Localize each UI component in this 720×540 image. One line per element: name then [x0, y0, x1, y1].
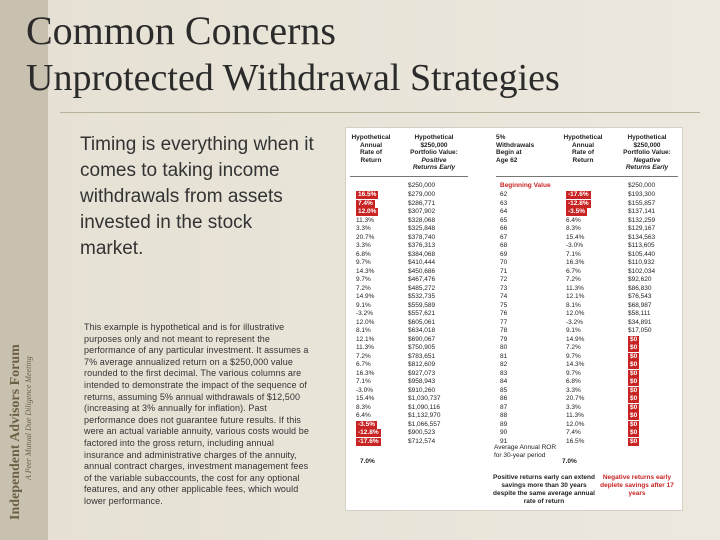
header-line: Rate of	[571, 149, 595, 156]
table-row	[346, 378, 682, 386]
cell-age: 73	[500, 284, 508, 292]
cell-return-negative: 7.2%	[566, 344, 581, 351]
cell-portfolio-negative: $0	[630, 386, 638, 394]
cell-portfolio-positive: $376,313	[408, 242, 436, 249]
cell-portfolio-negative: $0	[630, 378, 638, 385]
cell-portfolio-negative: $110,932	[628, 259, 655, 266]
cell-age: 90	[500, 429, 508, 436]
cell-portfolio-positive: $450,686	[408, 267, 436, 275]
cell-return-negative: -3.2%	[566, 318, 583, 326]
cell-age: 76	[500, 310, 508, 317]
header-line: Returns Early	[625, 164, 669, 171]
cell-return-negative: 12.0%	[566, 310, 585, 317]
cell-return-negative: 9.1%	[566, 327, 581, 334]
cell-return-positive: 14.9%	[356, 293, 375, 300]
cell-portfolio-positive: $783,651	[408, 352, 436, 360]
cell-portfolio-positive: $712,574	[408, 437, 436, 445]
cell-return-positive: 9.1%	[356, 301, 371, 309]
cell-portfolio-positive: $910,260	[408, 386, 436, 394]
cell-age: 86	[500, 395, 508, 402]
cell-portfolio-negative: $68,987	[628, 301, 652, 309]
header-rule-right	[496, 176, 678, 177]
cell-return-negative: 3.3%	[566, 403, 581, 411]
cell-age: 68	[500, 242, 508, 249]
cell-age: 89	[500, 420, 508, 428]
cell-return-positive: 16.5%	[358, 191, 377, 198]
cell-portfolio-negative: $132,259	[628, 216, 656, 224]
cell-return-positive: 3.3%	[356, 242, 371, 249]
cell-return-negative: 11.3%	[566, 412, 584, 419]
note-positive: Positive returns early can extend savings more than 30 years despite the same average annual rate of return	[493, 474, 595, 505]
cell-age: 65	[500, 216, 508, 224]
cell-age: 62	[500, 191, 508, 198]
cell-age: 63	[500, 199, 508, 207]
table-row	[346, 336, 682, 344]
cell-portfolio-positive: $384,068	[408, 250, 436, 258]
cell-portfolio-negative: $0	[630, 403, 638, 411]
sidebar-brand	[8, 344, 33, 520]
cell-return-positive: 6.7%	[356, 361, 371, 368]
cell-portfolio-positive: $1,030,737	[408, 395, 441, 402]
table-row	[346, 421, 682, 429]
table-row	[346, 268, 682, 276]
cell-portfolio-positive: $328,068	[408, 216, 436, 224]
cell-portfolio-negative: $102,034	[628, 267, 656, 275]
cell-portfolio-negative: $0	[630, 369, 638, 377]
cell-return-positive: 7.2%	[356, 284, 371, 292]
cell-age: 78	[500, 327, 508, 334]
table-row	[346, 259, 682, 267]
cell-return-negative: -3.5%	[568, 208, 585, 215]
cell-portfolio-negative: $86,830	[628, 284, 652, 292]
header-line: Withdrawals	[496, 141, 535, 149]
cell-age: 67	[500, 233, 508, 241]
cell-return-negative: 8.1%	[566, 301, 581, 309]
header-line: Portfolio Value:	[410, 149, 458, 156]
table-row	[346, 191, 682, 199]
table-row	[346, 293, 682, 301]
cell-portfolio-positive: $750,905	[408, 344, 436, 351]
cell-portfolio-positive: $559,589	[408, 301, 436, 309]
cell-age: 81	[500, 352, 508, 360]
average-row	[346, 458, 682, 466]
cell-return-negative: -3.0%	[566, 242, 583, 249]
begin-value-positive: $250,000	[408, 182, 436, 189]
header-line: Return	[360, 156, 382, 164]
cell-portfolio-positive: $485,272	[408, 284, 436, 292]
disclaimer-text: This example is hypothetical and is for illustrative purposes only and not meant to represent the performance of any particular investment. It assumes a 7% average annualized return on a $250,000 value rounded to the first decimal. The various columns are intended to demonstrate the impact of the sequence of returns, assuming 5% annual withdrawals of $12,500 (increasing at 3% annually for inflation). Past performance does not guarantee future results. If this were an actual variable annuity, various costs would be factored into the gross return, including annual insurance and administrative charges of the annuity, annual contract charges, investment management fees of the variable subaccounts, the cost for any optional features, and any other applicable fees, which would lower performance.	[84, 322, 309, 506]
cell-return-negative: 20.7%	[566, 395, 585, 402]
cell-return-positive: 16.3%	[356, 369, 375, 377]
cell-return-positive: 9.7%	[356, 259, 371, 266]
cell-return-positive: 12.1%	[356, 335, 375, 343]
cell-portfolio-negative: $0	[630, 344, 638, 351]
cell-return-negative: 14.3%	[566, 361, 585, 368]
table-row	[346, 310, 682, 318]
cell-return-positive: 12.0%	[356, 318, 375, 326]
header-line: Rate of	[359, 149, 383, 156]
table-row	[346, 200, 682, 208]
header-line: Annual	[359, 141, 383, 149]
table-row	[346, 344, 682, 352]
header-line: Hypothetical	[563, 134, 603, 141]
cell-portfolio-negative: $193,300	[628, 191, 656, 198]
cell-return-positive: 12.0%	[358, 208, 377, 215]
cell-portfolio-positive: $1,132,970	[408, 412, 441, 419]
cell-return-negative: 7.4%	[566, 429, 581, 436]
cell-age: 77	[500, 318, 508, 326]
cell-portfolio-positive: $279,000	[408, 191, 436, 198]
cell-return-negative: 12.0%	[566, 420, 585, 428]
cell-age: 72	[500, 276, 508, 283]
cell-return-negative: 14.9%	[566, 335, 585, 343]
header-return-negative	[558, 134, 608, 164]
cell-portfolio-positive: $532,735	[408, 293, 436, 300]
cell-return-negative: 12.1%	[566, 293, 585, 300]
header-line: Return	[572, 156, 594, 164]
table-row	[346, 395, 682, 403]
cell-portfolio-positive: $378,740	[408, 233, 436, 241]
cell-age: 84	[500, 378, 508, 385]
header-line: Positive	[421, 156, 447, 164]
cell-age: 64	[500, 208, 508, 215]
title-line-1: Common Concerns	[26, 8, 336, 53]
cell-portfolio-positive: $690,067	[408, 335, 436, 343]
header-rule-left	[350, 176, 468, 177]
cell-portfolio-negative: $0	[630, 437, 638, 445]
cell-age: 75	[500, 301, 508, 309]
header-portfolio-positive	[400, 134, 468, 172]
cell-age: 91	[500, 437, 508, 445]
table-row	[346, 242, 682, 250]
header-line: Returns Early	[412, 164, 456, 171]
cell-age: 85	[500, 386, 508, 394]
cell-age: 83	[500, 369, 508, 377]
cell-return-negative: 9.7%	[566, 352, 581, 360]
cell-return-negative: 8.3%	[566, 225, 581, 232]
cell-portfolio-negative: $34,891	[628, 318, 652, 326]
table-row	[346, 319, 682, 327]
cell-return-positive: -3.5%	[358, 420, 375, 428]
cell-return-negative: 6.8%	[566, 378, 581, 385]
cell-return-positive: 3.3%	[356, 225, 371, 232]
cell-portfolio-negative: $155,857	[628, 199, 656, 207]
header-line: Negative	[633, 156, 661, 164]
cell-return-negative: 16.5%	[566, 437, 585, 445]
cell-age: 69	[500, 250, 508, 258]
header-line: Annual	[571, 141, 595, 149]
avg-label: Average Annual ROR for 30-year period	[494, 444, 557, 459]
cell-age: 87	[500, 403, 508, 411]
cell-portfolio-negative: $0	[630, 395, 638, 402]
cell-return-negative: -12.8%	[568, 199, 589, 207]
cell-age: 80	[500, 344, 508, 351]
cell-portfolio-negative: $0	[630, 335, 638, 343]
cell-age: 79	[500, 335, 508, 343]
header-withdrawals	[496, 134, 542, 164]
avg-return-positive: 7.0%	[360, 458, 375, 465]
table-row	[346, 225, 682, 233]
cell-age: 88	[500, 412, 508, 419]
table-row	[346, 404, 682, 412]
cell-portfolio-negative: $137,141	[628, 208, 656, 215]
cell-portfolio-positive: $467,476	[408, 276, 436, 283]
cell-return-negative: 3.3%	[566, 386, 581, 394]
table-row	[346, 412, 682, 420]
cell-return-negative: 6.7%	[566, 267, 581, 275]
cell-portfolio-positive: $557,621	[408, 310, 436, 317]
cell-return-positive: 7.2%	[356, 352, 371, 360]
header-line: Hypothetical	[627, 134, 667, 141]
header-line: 5%	[496, 134, 506, 141]
cell-portfolio-positive: $1,066,557	[408, 420, 441, 428]
sidebar-brand-name: Independent Advisors Forum	[8, 344, 23, 520]
cell-portfolio-negative: $0	[630, 352, 638, 360]
cell-portfolio-negative: $17,050	[628, 327, 652, 334]
cell-portfolio-negative: $113,605	[628, 242, 655, 249]
cell-return-positive: 8.3%	[356, 403, 371, 411]
title-line-2: Unprotected Withdrawal Strategies	[26, 57, 560, 99]
cell-portfolio-negative: $0	[630, 361, 638, 368]
cell-portfolio-positive: $1,090,116	[408, 403, 441, 411]
cell-portfolio-positive: $286,771	[408, 199, 436, 207]
cell-portfolio-positive: $958,943	[408, 378, 436, 385]
cell-age: 71	[500, 267, 508, 275]
cell-portfolio-negative: $76,543	[628, 293, 652, 300]
cell-portfolio-positive: $634,018	[408, 327, 436, 334]
cell-age: 82	[500, 361, 508, 368]
cell-portfolio-positive: $605,061	[408, 318, 436, 326]
cell-return-negative: 7.2%	[566, 276, 581, 283]
table-row	[346, 387, 682, 395]
table-row	[346, 234, 682, 242]
header-line: Begin at	[496, 149, 522, 156]
cell-portfolio-positive: $900,523	[408, 429, 436, 436]
header-portfolio-negative	[614, 134, 680, 172]
cell-portfolio-positive: $927,073	[408, 369, 436, 377]
cell-return-negative: 11.3%	[566, 284, 584, 292]
cell-portfolio-positive: $307,902	[408, 208, 436, 215]
cell-return-positive: 7.1%	[356, 378, 371, 385]
cell-return-positive: 11.3%	[356, 344, 374, 351]
cell-return-positive: 7.4%	[358, 199, 373, 207]
cell-portfolio-positive: $325,848	[408, 225, 436, 232]
cell-return-negative: 16.3%	[566, 259, 585, 266]
cell-portfolio-negative: $0	[630, 412, 638, 419]
table-row	[346, 327, 682, 335]
cell-return-negative: 7.1%	[566, 250, 581, 258]
slide-title	[26, 8, 716, 102]
cell-return-positive: 9.7%	[356, 276, 371, 283]
returns-table	[346, 128, 682, 510]
cell-age: 74	[500, 293, 508, 300]
cell-return-negative: 6.4%	[566, 216, 581, 224]
cell-return-negative: 9.7%	[566, 369, 581, 377]
table-row	[346, 353, 682, 361]
avg-return-negative: 7.0%	[562, 458, 577, 465]
header-line: Portfolio Value:	[623, 149, 671, 156]
cell-portfolio-positive: $410,444	[408, 259, 436, 266]
cell-age: 66	[500, 225, 508, 232]
table-row	[346, 361, 682, 369]
cell-portfolio-negative: $58,111	[628, 310, 651, 317]
cell-return-positive: 6.8%	[356, 250, 371, 258]
cell-portfolio-negative: $105,440	[628, 250, 656, 258]
lead-text: Timing is everything when it comes to taking income withdrawals from assets invested in the stock market.	[80, 134, 314, 259]
cell-return-positive: 8.1%	[356, 327, 371, 334]
cell-return-positive: -3.0%	[356, 386, 373, 394]
header-line: Hypothetical	[414, 134, 454, 141]
table-row	[346, 217, 682, 225]
table-row	[346, 285, 682, 293]
header-line: $250,000	[420, 141, 448, 149]
table-row	[346, 251, 682, 259]
cell-portfolio-negative: $134,563	[628, 233, 656, 241]
cell-portfolio-negative: $92,620	[628, 276, 652, 283]
beginning-value-row	[346, 182, 682, 190]
header-line: $250,000	[633, 141, 661, 149]
cell-return-negative: -17.6%	[568, 191, 589, 198]
sidebar-brand-tagline: A Peer Mutual Due Diligence Meeting	[24, 356, 33, 480]
cell-return-negative: 15.4%	[566, 233, 585, 241]
table-row	[346, 302, 682, 310]
begin-value-negative: $250,000	[628, 182, 656, 189]
cell-return-positive: 15.4%	[356, 395, 375, 402]
cell-portfolio-negative: $0	[630, 420, 638, 428]
cell-return-positive: -3.2%	[356, 310, 373, 317]
begin-value-label: Beginning Value	[500, 182, 551, 189]
cell-portfolio-negative: $129,167	[628, 225, 656, 232]
cell-return-positive: 11.3%	[356, 216, 374, 224]
table-row	[346, 370, 682, 378]
cell-age: 70	[500, 259, 508, 266]
cell-return-positive: 6.4%	[356, 412, 371, 419]
cell-return-positive: 14.3%	[356, 267, 375, 275]
header-return-positive	[348, 134, 394, 164]
note-negative: Negative returns early deplete savings after 17 years	[600, 474, 674, 497]
table-row	[346, 429, 682, 437]
title-divider	[60, 112, 700, 113]
cell-return-positive: -17.6%	[358, 437, 379, 445]
cell-portfolio-negative: $0	[630, 429, 638, 436]
table-row	[346, 276, 682, 284]
cell-portfolio-positive: $812,609	[408, 361, 436, 368]
cell-return-positive: 20.7%	[356, 233, 375, 241]
table-row	[346, 208, 682, 216]
header-line: Hypothetical	[351, 134, 391, 141]
cell-return-positive: -12.8%	[358, 429, 379, 436]
header-line: Age 62	[496, 156, 518, 164]
